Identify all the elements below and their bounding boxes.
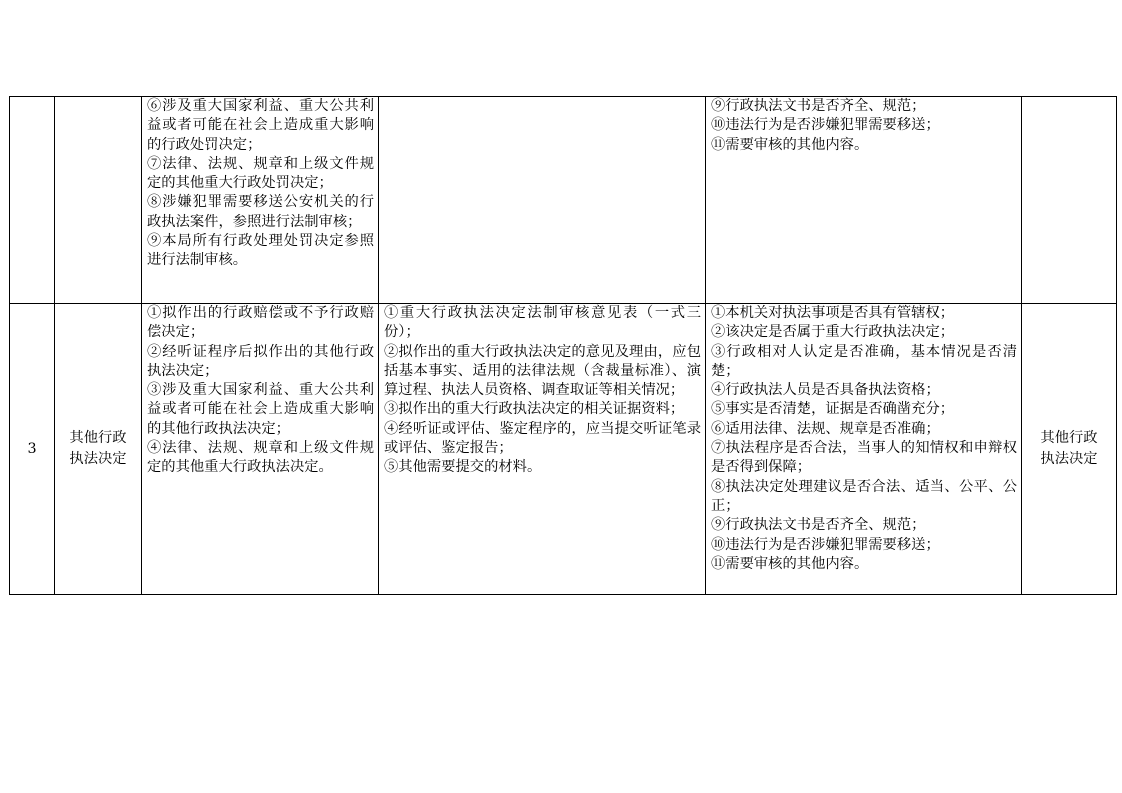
row-number: 3 [27,440,37,457]
review-content-cell [706,97,1022,304]
list-item: ⑧执法决定处理建议是否合法、适当、公平、公正； [711,478,1017,514]
list-item: ④行政执法人员是否具备执法资格； [711,382,940,399]
list-item: ⑦法律、法规、规章和上级文件规定的其他重大行政处罚决定； [147,155,374,192]
list-item: ⑦执法程序是否合法，当事人的知情权和申辩权是否得到保障； [711,440,1017,476]
list-item: ②经听证程序后拟作出的其他行政执法决定； [147,343,374,379]
list-item: ④法律、法规、规章和上级文件规定的其他重大行政执法决定。 [147,440,374,476]
list-item: ⑤事实是否清楚，证据是否确凿充分； [711,401,955,418]
table-row [10,304,1117,595]
list-item: ①本机关对执法事项是否具有管辖权； [711,305,955,321]
list-item: ⑩违法行为是否涉嫌犯罪需要移送； [711,117,940,134]
submitted-materials-list [379,304,705,478]
decision-type-cell [55,304,142,595]
list-item: ③拟作出的重大行政执法决定的相关证据资料； [384,401,685,418]
decision-type-cell [55,97,142,304]
decision-type-label: 其他行政执法决定 [69,430,127,467]
list-item: ⑨行政执法文书是否齐全、规范； [711,517,926,534]
list-item: ⑩违法行为是否涉嫌犯罪需要移送； [711,536,940,553]
list-item: ⑥适用法律、法规、规章是否准确； [711,420,940,437]
table-row [10,97,1117,304]
review-scope-list [142,97,378,271]
submitted-materials-cell [379,304,706,595]
list-item: ⑥涉及重大国家利益、重大公共利益或者可能在社会上造成重大影响的行政处罚决定； [147,98,374,153]
list-item: ④经听证或评估、鉴定程序的，应当提交听证笔录或评估、鉴定报告； [384,420,701,457]
review-content-cell [706,304,1022,595]
remark-label: 其他行政执法决定 [1040,430,1098,467]
list-item: ③涉及重大国家利益、重大公共利益或者可能在社会上造成重大影响的其他行政执法决定； [147,382,374,437]
list-item: ⑧涉嫌犯罪需要移送公安机关的行政执法案件，参照进行法制审核； [147,194,374,230]
review-content-list [706,97,1021,155]
list-item: ②拟作出的重大行政执法决定的意见及理由，应包括基本事实、适用的法律法规（含裁量标准）、演算过程、执法人员资格、调查取证等相关情况； [384,343,701,399]
list-item: ⑨行政执法文书是否齐全、规范； [711,98,926,114]
list-item: ⑨本局所有行政处理处罚决定参照进行法制审核。 [147,233,374,269]
list-item: ③行政相对人认定是否准确，基本情况是否清楚； [711,343,1017,379]
list-item: ①重大行政执法决定法制审核意见表（一式三份）； [384,305,701,341]
review-scope-cell [142,304,379,595]
remark-cell [1022,97,1117,304]
remark-cell [1022,304,1117,595]
review-table [9,96,1117,595]
review-scope-list [142,304,378,478]
row-number-cell [10,304,55,595]
list-item: ①拟作出的行政赔偿或不予行政赔偿决定； [147,305,374,341]
review-content-list [706,304,1021,574]
review-scope-cell [142,97,379,304]
list-item: ⑪需要审核的其他内容。 [711,555,869,572]
list-item: ⑤其他需要提交的材料。 [384,459,542,476]
submitted-materials-cell [379,97,706,304]
list-item: ②该决定是否属于重大行政执法决定； [711,324,955,341]
list-item: ⑪需要审核的其他内容。 [711,136,869,153]
row-number-cell [10,97,55,304]
